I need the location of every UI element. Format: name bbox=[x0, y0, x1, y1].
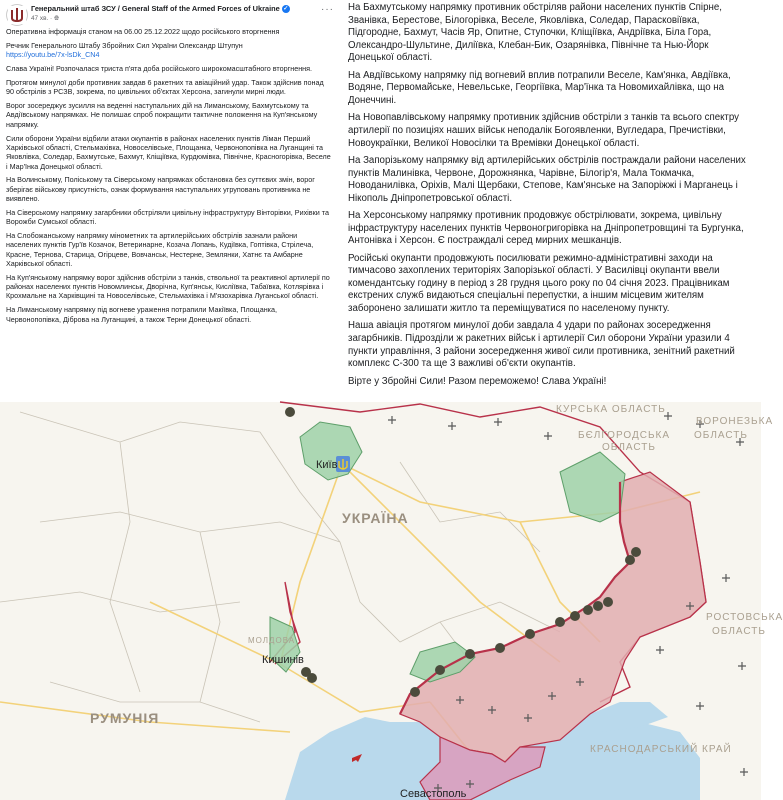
avatar[interactable] bbox=[6, 4, 28, 26]
post-paragraph: Сили оборони України відбили атаки окупантів в районах населених пунктів Ліман Перший Харківської області, Стельмахівка, Новоселівське, Площанка, Червонопопівка на Луганщині та Яковлівка, Соледар, Бахмутське, Бахмут, Кліщіївка, Курдюмівка, Північне, Красногорівка, Веселе і Мар'їнка Донецької області. bbox=[6, 133, 331, 171]
map-label-romania: РУМУНІЯ bbox=[90, 710, 160, 726]
map-label-chisinau: Кишинів bbox=[262, 654, 304, 666]
trident-emblem-icon bbox=[8, 6, 26, 24]
text-paragraph: На Новопавлівському напрямку противник здійснив обстріли з танків та всього спектру артилерії по позиціях наших військ неподалік Богоявленки, Вугледара, Пречистівки, Новоукраїнки, Великої Новосілки та Времівки Донецької області. bbox=[348, 112, 739, 149]
post-time[interactable]: 47 хв. bbox=[31, 15, 49, 22]
more-options-icon[interactable]: ··· bbox=[321, 4, 334, 15]
post-paragraph: Протягом минулої доби противник завдав 6 ракетних та авіаційний удар. Також здійснив понад 90 обстрілів з РСЗВ, зокрема, по цивільних об'єктах Херсона, загинули мирні люди. bbox=[6, 77, 324, 97]
text-paragraph: Російські окупанти продовжують посилювати режимно-адміністративні заходи на тимчасово захоплених територіях Запорізької області. У Василівці окупанти ввели комендантську годину в період з 28 грудня цього року по 04 січня 2023. Працівникам екстрених служб видаються спеціальні перепустки, а іншим місцевим жителям заборонено залишати житло та переміщуватися по населеному пункту. bbox=[348, 252, 730, 315]
post-paragraph: На Волинському, Поліському та Сіверському напрямках обстановка без суттєвих змін, ворог зберігає військову присутність, ознак формування наступальних угруповань противника не виявлено. bbox=[6, 175, 315, 204]
globe-icon: 🌐︎ bbox=[53, 15, 60, 22]
youtube-link[interactable]: https://youtu.be/7x-lsDk_CN4 bbox=[6, 50, 100, 60]
post-paragraph: Ворог зосереджує зусилля на веденні наступальних дій на Лиманському, Бахмутському та Авдіївському напрямках. Не полишає спроб покращити тактичне положення на Куп'янському напрямку. bbox=[6, 101, 318, 129]
map-label-rostov-2: ОБЛАСТЬ bbox=[712, 626, 766, 637]
map-label-sevastopol: Севастополь bbox=[400, 788, 467, 800]
post-paragraph: На Лиманському напрямку під вогневе ураження потрапили Макіївка, Площанка, Червонопопівка, Діброва на Луганщині, а також Терни Донецької області. bbox=[6, 305, 277, 324]
map-label-belgorod-2: ОБЛАСТЬ bbox=[602, 442, 656, 453]
post-paragraph: Слава Україні! Розпочалася триста п'ята доба російського широкомасштабного вторгнення. bbox=[6, 64, 313, 74]
post-meta bbox=[31, 15, 59, 23]
map-label-kyiv: Київ bbox=[316, 459, 338, 471]
author-name[interactable]: Генеральний штаб ЗСУ / General Staff of the Armed Forces of Ukraine bbox=[31, 4, 280, 13]
post-paragraph: Оперативна інформація станом на 06.00 25.12.2022 щодо російського вторгнення bbox=[6, 27, 280, 36]
text-paragraph: На Авдіївському напрямку під вогневий вплив потрапили Веселе, Кам'янка, Авдіївка, Водяне, Первомайське, Невельське, Георгіївка, Мар'їнка та Новомихайлівка, що на Донеччині. bbox=[348, 69, 731, 106]
post-header bbox=[6, 4, 336, 26]
post-paragraph bbox=[6, 50, 332, 59]
text-paragraph: На Бахмутському напрямку противник обстріляв райони населених пунктів Спірне, Званівка, Берестове, Білогорівка, Веселе, Яковлівка, Соледар, Парасковіївка, Підгородне, Бахмут, Часів Яр, Опитне, Ступочки, Кліщіївка, Андріївка, Біла Гора, Олександро-Шультине, Диліївка, Клебан-Бик, Озарянівка, Північне та Нью-Йорк Донецької області. bbox=[348, 2, 722, 64]
text-paragraph: На Запорізькому напрямку від артилерійських обстрілів постраждали райони населених пунктів Малинівка, Червоне, Дорожнянка, Чарівне, Білогір'я, Мала Токмачка, Новоданилівка, Оріхів, Малі Щербаки, Степове, Кам'янське на Запоріжжі і Марганець і Нікополь Дніпропетровської області. bbox=[348, 154, 746, 204]
map-label-ukraine: УКРАЇНА bbox=[342, 510, 409, 526]
map-label-voronezh-1: ВОРОНЕЗЬКА bbox=[696, 416, 774, 427]
verified-badge-icon: ✓ bbox=[283, 6, 289, 13]
map-canvas bbox=[0, 402, 761, 800]
map-label-krasnodar: КРАСНОДАРСЬКИЙ КРАЙ bbox=[590, 744, 732, 755]
post-author[interactable] bbox=[31, 4, 290, 13]
map-label-rostov-1: РОСТОВСЬКА bbox=[706, 612, 783, 623]
map-label-moldova: МОЛДОВА bbox=[248, 636, 296, 645]
continued-text bbox=[340, 0, 761, 402]
text-paragraph: Вірте у Збройні Сили! Разом переможемо! Слава Україні! bbox=[348, 375, 607, 387]
continued-text-body bbox=[348, 2, 754, 393]
text-paragraph: На Херсонському напрямку противник продовжує обстрілювати, зокрема, цивільну інфраструктуру населених пунктів Червоногригорівка на Дніпропетровщині та Бургунка, Антонівка і Херсон. Є постраждалі серед мирних мешканців. bbox=[348, 210, 744, 247]
situation-map bbox=[0, 402, 783, 800]
text-paragraph: Наша авіація протягом минулої доби завдала 4 удари по районах зосередження загарбників. Підрозділи ж ракетних військ і артилерії Сил оборони України уразили 4 пункти управління, 3 райони зосередження живої сили противника, зенітний ракетний комплекс С-300 та ще 3 важливі об'єкти окупантів. bbox=[348, 320, 735, 370]
separator-dot: · bbox=[50, 15, 53, 22]
post-text bbox=[6, 27, 332, 329]
map-label-belgorod-1: БЄЛГОРОДСЬКА bbox=[578, 430, 671, 441]
facebook-post bbox=[0, 0, 340, 402]
post-paragraph: На Сіверському напрямку загарбники обстріляли цивільну інфраструктуру Вінторівки, Рихівки та Ворожби Сумської області. bbox=[6, 207, 329, 227]
post-paragraph: Речник Генерального Штабу Збройних Сил України Олександр Штупун bbox=[6, 40, 243, 50]
post-paragraph: На Слобожанському напрямку мінометних та артилерійських обстрілів зазнали райони населених пунктів Гур'їв Козачок, Ветеринарне, Козача Лопань, Кудіївка, Гоптівка, Стрілеча, Красне, Тернова, Старица, Огірцеве, Вовчанськ, Нестерне, Землянки, Хатнє та Амбарне Харківської області. bbox=[6, 231, 314, 268]
post-paragraph: На Куп'янському напрямку ворог здійснив обстріли з танків, ствольної та реактивної артилерії по районах населених пунктів Новомлинськ, Дворічна, Куп'янськ, Кисліївка, Табаївка, Котлярівка і Крохмальне на Харківщині та Новоселівське, Стельмахівка і М'язохарівка Луганської області. bbox=[6, 272, 330, 301]
map-label-kursk: КУРСЬКА ОБЛАСТЬ bbox=[556, 404, 666, 415]
map-label-voronezh-2: ОБЛАСТЬ bbox=[694, 430, 748, 441]
